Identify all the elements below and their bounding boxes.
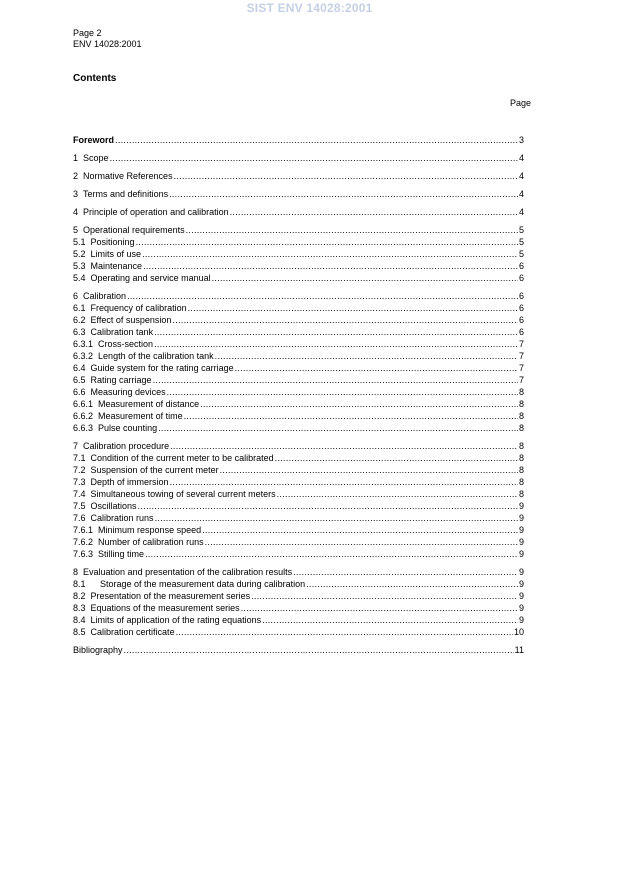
toc-entry-number: 8.2 xyxy=(73,591,86,601)
toc-dot-leader xyxy=(153,374,518,386)
toc-entry[interactable] xyxy=(73,476,524,488)
toc-entry-title: Operating and service manual xyxy=(90,273,211,283)
toc-dot-leader xyxy=(158,422,518,434)
toc-dot-leader xyxy=(145,548,518,560)
toc-entry-title: Oscillations xyxy=(90,501,137,511)
toc-entry-number: 8.3 xyxy=(73,603,86,613)
toc-entry-page: 8 xyxy=(518,453,524,463)
toc-dot-leader xyxy=(138,500,518,512)
toc-entry-number: 4 xyxy=(73,207,79,217)
toc-entry[interactable] xyxy=(73,512,524,524)
toc-dot-leader xyxy=(275,452,518,464)
toc-dot-leader xyxy=(202,524,518,536)
toc-entry-number: 6.2 xyxy=(73,315,86,325)
toc-entry-title: Maintenance xyxy=(90,261,143,271)
toc-entry-page: 4 xyxy=(518,207,524,217)
toc-entry-page: 8 xyxy=(518,387,524,397)
toc-entry-page: 9 xyxy=(518,615,524,625)
toc-entry-number: 5.1 xyxy=(73,237,86,247)
toc-entry-title: Measurement of distance xyxy=(98,399,200,409)
toc-entry[interactable] xyxy=(73,440,524,452)
toc-entry[interactable] xyxy=(73,290,524,302)
toc-dot-leader xyxy=(241,602,518,614)
toc-entry-page: 8 xyxy=(518,489,524,499)
toc-dot-leader xyxy=(186,224,518,236)
toc-entry-page: 4 xyxy=(518,189,524,199)
toc-entry-number: 5 xyxy=(73,225,79,235)
toc-entry[interactable] xyxy=(73,134,524,146)
toc-entry-page: 8 xyxy=(518,477,524,487)
toc-entry[interactable] xyxy=(73,590,524,602)
toc-dot-leader xyxy=(251,590,518,602)
toc-dot-leader xyxy=(235,362,518,374)
toc-entry-title: Operational requirements xyxy=(83,225,185,235)
toc-dot-leader xyxy=(172,314,518,326)
toc-entry-number: 6.6.2 xyxy=(73,411,94,421)
toc-dot-leader xyxy=(174,170,518,182)
toc-entry-page: 5 xyxy=(518,237,524,247)
toc-entry-title: Calibration runs xyxy=(90,513,154,523)
toc-entry[interactable] xyxy=(73,338,524,350)
toc-entry[interactable] xyxy=(73,644,524,656)
toc-entry-number: 6.3.2 xyxy=(73,351,94,361)
toc-entry[interactable] xyxy=(73,314,524,326)
toc-dot-leader xyxy=(155,512,518,524)
toc-entry-number: 6.3.1 xyxy=(73,339,94,349)
toc-entry-page: 11 xyxy=(514,645,524,655)
toc-entry[interactable] xyxy=(73,224,524,236)
toc-entry-number: 6.6.1 xyxy=(73,399,94,409)
toc-entry-title: Presentation of the measurement series xyxy=(90,591,251,601)
toc-entry-title: Simultaneous towing of several current meters xyxy=(90,489,276,499)
toc-dot-leader xyxy=(154,326,518,338)
toc-dot-leader xyxy=(220,464,518,476)
toc-entry-number: 6.1 xyxy=(73,303,86,313)
toc-entry-number: 7 xyxy=(73,441,79,451)
toc-entry[interactable] xyxy=(73,602,524,614)
toc-entry-page: 5 xyxy=(518,225,524,235)
toc-entry-title: Limits of use xyxy=(90,249,142,259)
toc-entry-number: 7.6.3 xyxy=(73,549,94,559)
toc-entry-number: 1 xyxy=(73,153,79,163)
toc-entry-title: Positioning xyxy=(90,237,135,247)
toc-dot-leader xyxy=(212,272,518,284)
toc-entry[interactable] xyxy=(73,410,524,422)
toc-dot-leader xyxy=(230,206,518,218)
toc-entry-number: 6.6.3 xyxy=(73,423,94,433)
toc-dot-leader xyxy=(115,134,518,146)
toc-entry[interactable] xyxy=(73,578,524,590)
toc-entry[interactable] xyxy=(73,260,524,272)
toc-entry-page: 4 xyxy=(518,171,524,181)
toc-entry-title: Limits of application of the rating equations xyxy=(90,615,262,625)
toc-dot-leader xyxy=(136,236,518,248)
toc-entry-title: Effect of suspension xyxy=(90,315,172,325)
toc-entry[interactable] xyxy=(73,626,524,638)
toc-dot-leader xyxy=(169,188,518,200)
toc-entry[interactable] xyxy=(73,422,524,434)
toc-entry-number: 7.6.1 xyxy=(73,525,94,535)
toc-entry[interactable] xyxy=(73,566,524,578)
toc-entry-page: 7 xyxy=(518,351,524,361)
toc-entry[interactable] xyxy=(73,188,524,200)
toc-dot-leader xyxy=(176,626,513,638)
toc-entry-title: Measurement of time xyxy=(98,411,183,421)
toc-entry-number: 8.5 xyxy=(73,627,86,637)
toc-entry[interactable] xyxy=(73,206,524,218)
toc-entry-number: 7.6.2 xyxy=(73,537,94,547)
toc-dot-leader xyxy=(262,614,518,626)
toc-entry-page: 7 xyxy=(518,375,524,385)
toc-entry[interactable] xyxy=(73,362,524,374)
toc-entry[interactable] xyxy=(73,302,524,314)
toc-entry[interactable] xyxy=(73,452,524,464)
toc-entry-number: 6.4 xyxy=(73,363,86,373)
toc-entry-page: 3 xyxy=(518,135,524,145)
toc-entry[interactable] xyxy=(73,170,524,182)
toc-entry-title: Measuring devices xyxy=(90,387,166,397)
toc-entry-title: Principle of operation and calibration xyxy=(83,207,229,217)
toc-entry-page: 7 xyxy=(518,339,524,349)
toc-dot-leader xyxy=(143,260,518,272)
toc-entry-number: 7.2 xyxy=(73,465,86,475)
toc-entry-number: 8.1 xyxy=(73,579,86,589)
toc-entry-title: Bibliography xyxy=(73,645,123,655)
toc-entry[interactable] xyxy=(73,464,524,476)
toc-entry-title: Foreword xyxy=(73,135,115,145)
toc-entry[interactable] xyxy=(73,236,524,248)
toc-entry-title: Storage of the measurement data during calibration xyxy=(100,579,306,589)
toc-entry[interactable] xyxy=(73,536,524,548)
toc-entry-title: Rating carriage xyxy=(90,375,152,385)
toc-entry-title: Evaluation and presentation of the calibration results xyxy=(83,567,293,577)
page-number: Page 2 xyxy=(73,28,102,38)
toc-entry[interactable] xyxy=(73,152,524,164)
toc-entry-page: 9 xyxy=(518,579,524,589)
toc-dot-leader xyxy=(293,566,518,578)
toc-entry-page: 6 xyxy=(518,273,524,283)
toc-entry-number: 7.4 xyxy=(73,489,86,499)
toc-entry-title: Length of the calibration tank xyxy=(98,351,214,361)
toc-dot-leader xyxy=(205,536,518,548)
toc-dot-leader xyxy=(170,476,518,488)
toc-entry-number: 7.5 xyxy=(73,501,86,511)
toc-entry-number: 6.6 xyxy=(73,387,86,397)
toc-entry[interactable] xyxy=(73,386,524,398)
toc-dot-leader xyxy=(124,644,514,656)
toc-entry-number: 8 xyxy=(73,567,79,577)
toc-entry-title: Pulse counting xyxy=(98,423,158,433)
toc-dot-leader xyxy=(188,302,518,314)
toc-entry-page: 8 xyxy=(518,441,524,451)
toc-entry-title: Number of calibration runs xyxy=(98,537,204,547)
toc-entry[interactable] xyxy=(73,614,524,626)
toc-entry-number: 7.1 xyxy=(73,453,86,463)
document-id: ENV 14028:2001 xyxy=(73,39,142,49)
toc-entry[interactable] xyxy=(73,374,524,386)
toc-entry-title: Frequency of calibration xyxy=(90,303,187,313)
toc-entry-page: 10 xyxy=(513,627,524,637)
toc-entry-page: 8 xyxy=(518,399,524,409)
toc-entry[interactable] xyxy=(73,248,524,260)
toc-entry[interactable] xyxy=(73,524,524,536)
toc-entry-title: Depth of immersion xyxy=(90,477,169,487)
toc-entry[interactable] xyxy=(73,488,524,500)
toc-entry-title: Calibration tank xyxy=(90,327,154,337)
toc-entry[interactable] xyxy=(73,272,524,284)
toc-entry-page: 8 xyxy=(518,423,524,433)
toc-entry-number: 6.5 xyxy=(73,375,86,385)
toc-entry-page: 9 xyxy=(518,501,524,511)
toc-entry-number: 8.4 xyxy=(73,615,86,625)
toc-entry-page: 6 xyxy=(518,261,524,271)
table-of-contents xyxy=(73,134,524,656)
toc-entry-title: Suspension of the current meter xyxy=(90,465,219,475)
toc-entry-number: 5.4 xyxy=(73,273,86,283)
toc-entry-title: Guide system for the rating carriage xyxy=(90,363,234,373)
toc-entry-page: 6 xyxy=(518,315,524,325)
toc-entry-page: 9 xyxy=(518,567,524,577)
toc-dot-leader xyxy=(215,350,518,362)
toc-entry-title: Calibration procedure xyxy=(83,441,170,451)
toc-entry-page: 4 xyxy=(518,153,524,163)
toc-dot-leader xyxy=(170,440,518,452)
toc-dot-leader xyxy=(127,290,518,302)
toc-dot-leader xyxy=(277,488,518,500)
toc-entry-page: 8 xyxy=(518,465,524,475)
toc-entry-title: Minimum response speed xyxy=(98,525,202,535)
toc-dot-leader xyxy=(142,248,518,260)
toc-dot-leader xyxy=(110,152,518,164)
toc-dot-leader xyxy=(306,578,518,590)
toc-dot-leader xyxy=(167,386,518,398)
page-header xyxy=(73,28,142,50)
toc-entry-title: Cross-section xyxy=(98,339,154,349)
toc-entry[interactable] xyxy=(73,398,524,410)
toc-entry-page: 6 xyxy=(518,327,524,337)
toc-entry-page: 5 xyxy=(518,249,524,259)
toc-entry-number: 7.3 xyxy=(73,477,86,487)
toc-entry-title: Stilling time xyxy=(98,549,145,559)
toc-entry-page: 6 xyxy=(518,303,524,313)
toc-entry-number: 7.6 xyxy=(73,513,86,523)
toc-entry[interactable] xyxy=(73,548,524,560)
toc-entry-number: 6.3 xyxy=(73,327,86,337)
toc-entry[interactable] xyxy=(73,326,524,338)
toc-entry-title: Condition of the current meter to be calibrated xyxy=(90,453,274,463)
toc-entry-title: Terms and definitions xyxy=(83,189,169,199)
toc-entry[interactable] xyxy=(73,500,524,512)
toc-entry-number: 6 xyxy=(73,291,79,301)
toc-entry-page: 6 xyxy=(518,291,524,301)
toc-dot-leader xyxy=(154,338,518,350)
toc-entry-number: 2 xyxy=(73,171,79,181)
toc-entry-title: Equations of the measurement series xyxy=(90,603,240,613)
toc-entry-number: 5.2 xyxy=(73,249,86,259)
toc-dot-leader xyxy=(200,398,518,410)
toc-entry-title: Calibration certificate xyxy=(90,627,175,637)
toc-entry-page: 8 xyxy=(518,411,524,421)
toc-entry-page: 9 xyxy=(518,537,524,547)
toc-entry[interactable] xyxy=(73,350,524,362)
page-column-label: Page xyxy=(509,98,531,108)
toc-entry-number: 3 xyxy=(73,189,79,199)
toc-entry-page: 9 xyxy=(518,525,524,535)
watermark: SIST ENV 14028:2001 xyxy=(246,1,373,15)
toc-entry-page: 9 xyxy=(518,513,524,523)
toc-entry-page: 7 xyxy=(518,363,524,373)
toc-dot-leader xyxy=(184,410,518,422)
toc-entry-title: Normative References xyxy=(83,171,173,181)
toc-entry-page: 9 xyxy=(518,591,524,601)
toc-entry-number: 5.3 xyxy=(73,261,86,271)
contents-heading: Contents xyxy=(73,73,117,84)
toc-entry-page: 9 xyxy=(518,549,524,559)
toc-entry-page: 9 xyxy=(518,603,524,613)
toc-entry-title: Calibration xyxy=(83,291,127,301)
toc-entry-title: Scope xyxy=(83,153,109,163)
